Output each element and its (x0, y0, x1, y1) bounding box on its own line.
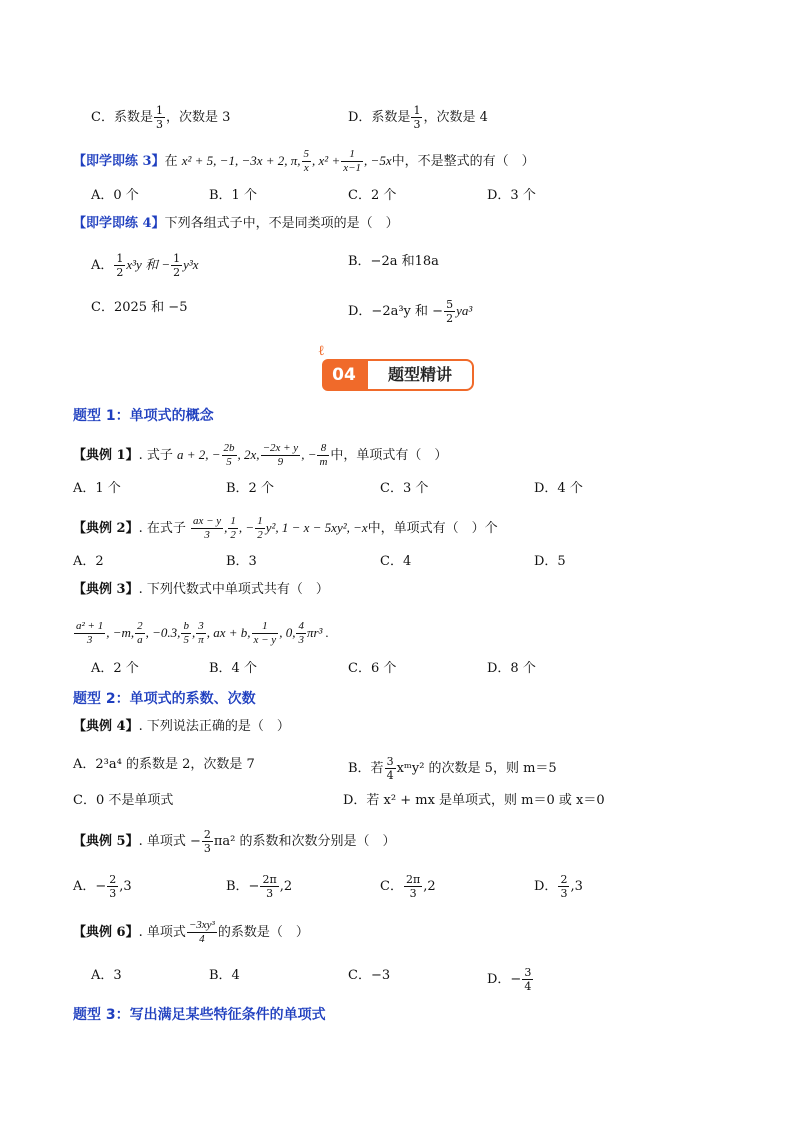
example-2-option-b: B．3 (226, 554, 257, 569)
example-3-option-b: B．4 个 (209, 661, 257, 676)
example-1-option-b: B．2 个 (226, 481, 274, 496)
practice-4-option-c: C．2025 和 −5 (91, 300, 188, 315)
example-4-option-c: C．0 不是单项式 (73, 793, 174, 808)
example-3-option-c: C．6 个 (348, 661, 397, 676)
example-5-option-a: A．− $\frac{2}{3}$ ,3 (73, 873, 132, 900)
option-c: C．系数是 $\frac{1}{3}$ ，次数是 3 (91, 104, 231, 131)
example-2-option-a: A．2 (73, 554, 104, 569)
example-1-option-d: D．4 个 (534, 481, 583, 496)
example-4-stem: 【典例 4】. 下列说法正确的是（ ） (73, 719, 290, 734)
example-1-stem: 【典例 1】. 式子 a + 2, − $\frac{2b}{5}$ , 2x, $\frac{-2x + y}{9}$ , − $\frac{8}{m}$ 中，单项式有（ ） (73, 442, 448, 468)
example-3-expressions: $\frac{\text{a² + 1}}{3}$ , −m, $\frac{2}{a}$ , −0.3, $\frac{b}{5}$ , $\frac{3}{\pi}$ , ax + b, $\frac{1}{x - y}$ , 0, $\frac{4}{3}$ πr³ . (76, 620, 329, 646)
example-1-option-a: A．1 个 (73, 481, 121, 496)
example-6-option-d: D．− $\frac{3}{4}$ (487, 966, 532, 993)
practice-3-stem: 【即学即练 3】在 x² + 5, −1, −3x + 2, π, $\frac{5}{x}$ , x² + $\frac{1}{x-1}$ , −5x中，不是整式的有（ ） (73, 148, 535, 174)
example-3-option-d: D．8 个 (487, 661, 536, 676)
example-5-stem: 【典例 5】. 单项式 − $\frac{2}{3}$ πa² 的系数和次数分别是（ ） (73, 828, 396, 855)
example-5-option-d: D． $\frac{2}{3}$ ,3 (534, 873, 583, 900)
section-number: 04 (322, 359, 366, 391)
section-title: 题型精讲 (366, 359, 474, 391)
practice-4-stem: 【即学即练 4】下列各组式子中，不是同类项的是（ ） (73, 216, 399, 231)
type-2-heading: 题型 2：单项式的系数、次数 (73, 691, 256, 707)
example-2-option-c: C．4 (380, 554, 412, 569)
option-d: D．系数是 $\frac{1}{3}$ ，次数是 4 (348, 104, 488, 131)
example-6-option-b: B．4 (209, 968, 240, 983)
practice-3-option-b: B．1 个 (209, 188, 257, 203)
example-2-stem: 【典例 2】. 在式子 $\frac{ax - y}{3}$ , $\frac{1}{2}$ , − $\frac{1}{2}$ y², 1 − x − 5xy², −x中，单项式有（ ）个 (73, 515, 498, 541)
example-6-stem: 【典例 6】. 单项式 $\frac{\text{−3xy³}}{4}$ 的系数是（ ） (73, 919, 309, 945)
curl-ornament-icon: ℓ (318, 343, 325, 359)
type-3-heading: 题型 3：写出满足某些特征条件的单项式 (73, 1007, 326, 1023)
example-2-option-d: D．5 (534, 554, 566, 569)
example-4-option-b: B．若 $\frac{3}{4}$ xᵐy² 的次数是 5，则 m＝5 (348, 755, 557, 782)
example-4-option-d: D．若 x² + mx 是单项式，则 m＝0 或 x＝0 (343, 793, 605, 808)
example-6-option-c: C．−3 (348, 968, 391, 983)
practice-4-option-b: B．−2a 和18a (348, 254, 439, 269)
example-4-option-a: A．2³a⁴ 的系数是 2，次数是 7 (73, 757, 255, 772)
example-5-option-b: B．− $\frac{2\pi}{3}$ ,2 (226, 873, 293, 900)
example-3-stem: 【典例 3】. 下列代数式中单项式共有（ ） (73, 582, 329, 597)
example-3-option-a: A．2 个 (91, 661, 139, 676)
practice-4-option-a: A． $\frac{1}{2}$ x³y 和 − $\frac{1}{2}$ y³x (91, 252, 199, 279)
practice-3-option-a: A．0 个 (91, 188, 139, 203)
practice-3-option-c: C．2 个 (348, 188, 397, 203)
section-badge (318, 343, 472, 393)
practice-4-option-d: D．−2a³y 和 − $\frac{5}{2}$ ya³ (348, 298, 473, 325)
practice-3-option-d: D．3 个 (487, 188, 536, 203)
example-6-option-a: A．3 (91, 968, 122, 983)
example-5-option-c: C． $\frac{2\pi}{3}$ ,2 (380, 873, 436, 900)
type-1-heading: 题型 1：单项式的概念 (73, 408, 214, 424)
example-1-option-c: C．3 个 (380, 481, 429, 496)
